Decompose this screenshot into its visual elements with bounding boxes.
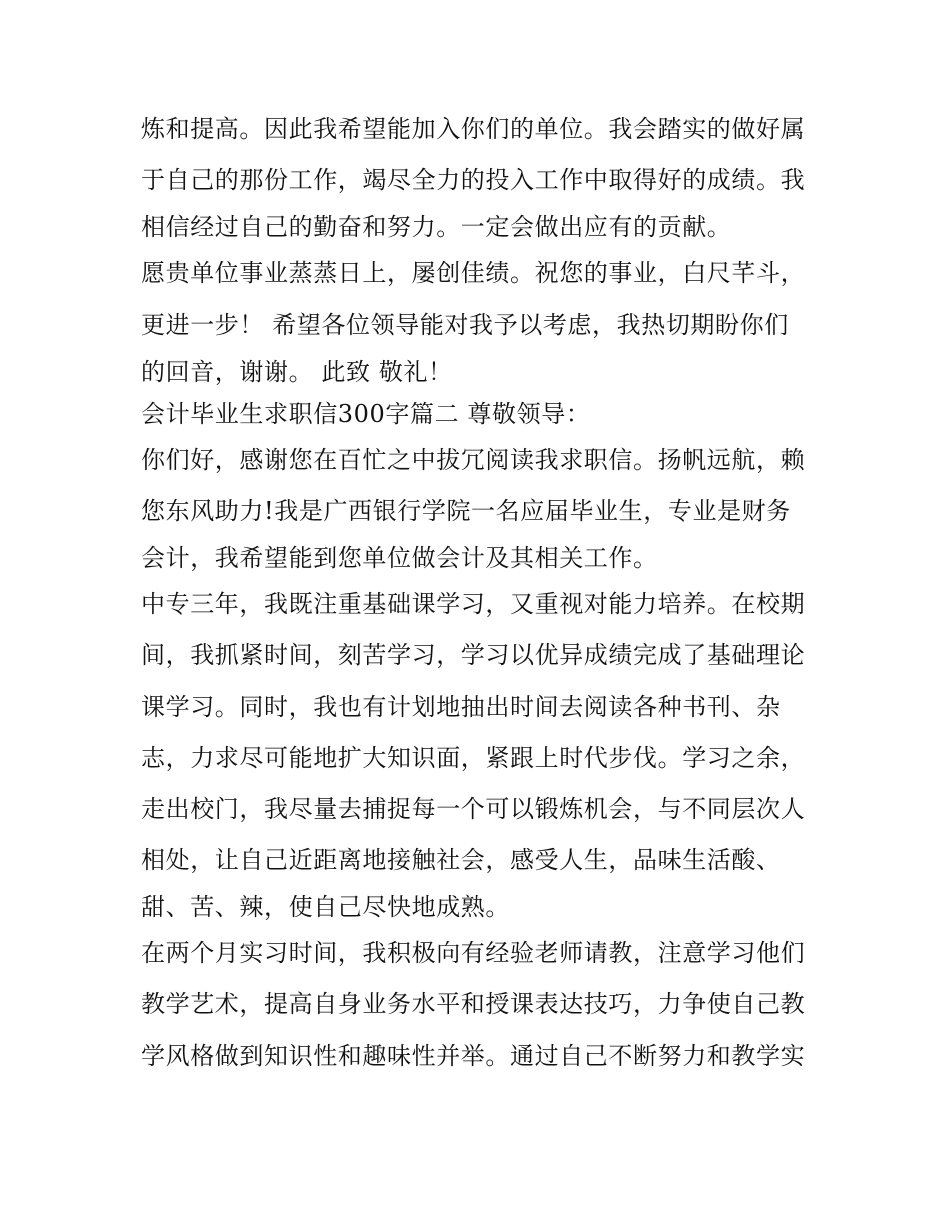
paragraph-line: 相处，让自己近距离地接触社会，感受人生，品味生活酸、 [141,846,781,875]
paragraph-line: 的回音，谢谢。 此致 敬礼！ [141,357,453,386]
paragraph-line: 教学艺术，提高自身业务水平和授课表达技巧，力争使自己教 [141,990,806,1019]
paragraph-line: 于自己的那份工作，竭尽全力的投入工作中取得好的成绩。我 [141,166,806,195]
document-body [141,104,821,1082]
paragraph-line: 在两个月实习时间，我积极向有经验老师请教，注意学习他们 [141,939,806,968]
paragraph-line: 中专三年，我既注重基础课学习，又重视对能力培养。在校期 [141,590,806,619]
paragraph-line: 间，我抓紧时间，刻苦学习，学习以优异成绩完成了基础理论 [141,641,806,670]
paragraph-line: 课学习。同时，我也有计划地抽出时间去阅读各种书刊、杂 [141,692,781,721]
paragraph-line: 愿贵单位事业蒸蒸日上，屡创佳绩。祝您的事业，白尺芊斗， [141,259,806,288]
paragraph-line: 相信经过自己的勤奋和努力。一定会做出应有的贡献。 [141,213,732,242]
paragraph-line: 更进一步！ 希望各位领导能对我予以考虑，我热切期盼你们 [141,310,789,339]
paragraph-line: 学风格做到知识性和趣味性并举。通过自己不断努力和教学实 [141,1041,806,1070]
paragraph-line: 甜、苦、辣，使自己尽快地成熟。 [141,893,510,922]
paragraph-line: 炼和提高。因此我希望能加入你们的单位。我会踏实的做好属 [141,115,806,143]
paragraph-line: 志，力求尽可能地扩大知识面，紧跟上时代步伐。学习之余， [141,743,806,772]
section-heading: 会计毕业生求职信300字篇二 尊敬领导： [141,399,591,428]
paragraph-line: 走出校门，我尽量去捕捉每一个可以锻炼机会，与不同层次人 [141,794,806,823]
paragraph-line: 你们好，感谢您在百忙之中拔冗阅读我求职信。扬帆远航，赖 [141,445,806,474]
paragraph-line: 您东风助力!我是广西银行学院一名应届毕业生，专业是财务 [141,496,791,525]
paragraph-line: 会计，我希望能到您单位做会计及其相关工作。 [141,544,658,573]
